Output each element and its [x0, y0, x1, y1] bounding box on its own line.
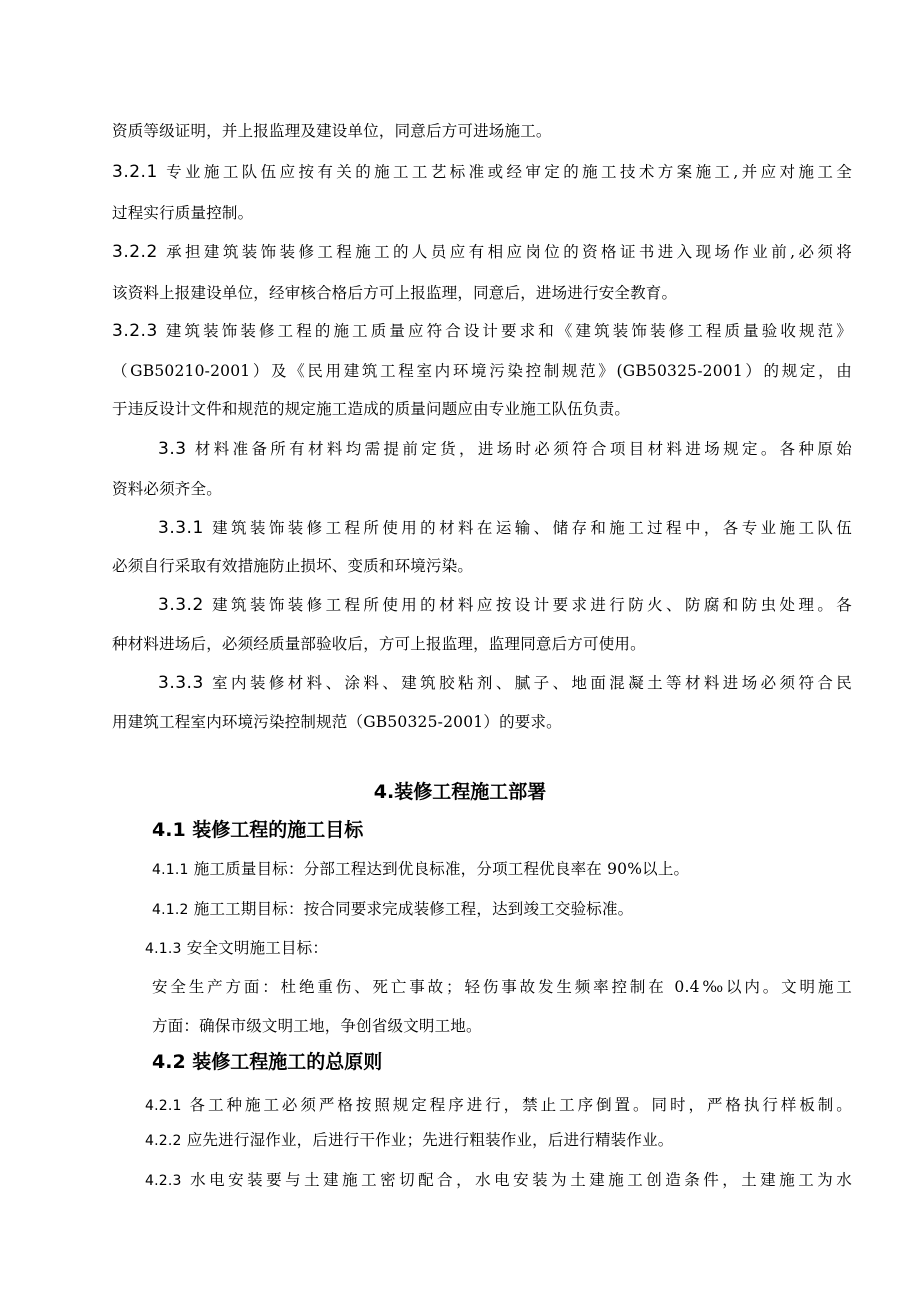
clause-3-2-3-line-3: 于违反设计文件和规范的规定施工造成的质量问题应由专业施工队伍负责。	[112, 400, 631, 418]
clause-3-3-3-line-1: 3.3.3 室内装修材料、涂料、建筑胶粘剂、腻子、地面混凝土等材料进场必须符合民	[158, 673, 852, 693]
clause-number: 3.2.2	[112, 242, 158, 262]
item-number: 4.2.2	[145, 1133, 182, 1149]
clause-3-3-1-line-2: 必须自行采取有效措施防止损坏、变质和环境污染。	[112, 557, 474, 575]
clause-3-3-line-2: 资料必须齐全。	[112, 480, 222, 498]
clause-number: 3.3.1	[158, 518, 204, 538]
item-4-1-3-line-1: 安全生产方面：杜绝重伤、死亡事故；轻伤事故发生频率控制在 0.4‰以内。文明施工	[152, 978, 852, 996]
item-number: 4.1.2	[152, 902, 189, 918]
item-4-2-1: 4.2.1 各工种施工必须严格按照规定程序进行，禁止工序倒置。同时，严格执行样板制。	[145, 1096, 852, 1114]
clause-number: 3.3.3	[158, 673, 204, 693]
item-4-2-3: 4.2.3 水电安装要与土建施工密切配合，水电安装为土建施工创造条件，土建施工为水	[145, 1171, 852, 1189]
clause-number: 3.2.1	[112, 162, 158, 182]
paragraph-line: 资质等级证明，并上报监理及建设单位，同意后方可进场施工。	[112, 122, 552, 140]
clause-3-2-1-line-2: 过程实行质量控制。	[112, 204, 254, 222]
item-4-1-1: 4.1.1 施工质量目标：分部工程达到优良标准，分项工程优良率在 90%以上。	[152, 860, 690, 878]
clause-3-2-1-line-1: 3.2.1 专业施工队伍应按有关的施工工艺标准或经审定的施工技术方案施工,并应对施工全	[112, 162, 852, 182]
chapter-4-heading: 4.装修工程施工部署	[373, 781, 547, 803]
item-number: 4.2.3	[145, 1173, 182, 1189]
item-number: 4.1.1	[152, 862, 189, 878]
clause-number: 3.3	[158, 439, 187, 459]
item-4-1-3-line-2: 方面：确保市级文明工地，争创省级文明工地。	[152, 1017, 482, 1035]
clause-3-3-line-1: 3.3 材料准备所有材料均需提前定货，进场时必须符合项目材料进场规定。各种原始	[158, 439, 852, 459]
item-4-1-2: 4.1.2 施工工期目标：按合同要求完成装修工程，达到竣工交验标准。	[152, 900, 634, 918]
clause-3-2-3-line-2: （GB50210-2001）及《民用建筑工程室内环境污染控制规范》(GB50325-2001）的规定，由	[112, 362, 852, 380]
clause-3-3-2-line-1: 3.3.2 建筑装饰装修工程所使用的材料应按设计要求进行防火、防腐和防虫处理。各	[158, 595, 852, 615]
clause-3-2-3-line-1: 3.2.3 建筑装饰装修工程的施工质量应符合设计要求和《建筑装饰装修工程质量验收规范》	[112, 321, 852, 341]
item-number: 4.2.1	[145, 1098, 182, 1114]
section-4-1-heading: 4.1 装修工程的施工目标	[152, 819, 364, 841]
clause-3-3-2-line-2: 种材料进场后，必须经质量部验收后，方可上报监理，监理同意后方可使用。	[112, 635, 646, 653]
clause-3-3-1-line-1: 3.3.1 建筑装饰装修工程所使用的材料在运输、储存和施工过程中，各专业施工队伍	[158, 518, 852, 538]
clause-3-3-3-line-2: 用建筑工程室内环境污染控制规范（GB50325-2001）的要求。	[112, 713, 562, 731]
clause-3-2-2-line-2: 该资料上报建设单位，经审核合格后方可上报监理，同意后，进场进行安全教育。	[112, 284, 678, 302]
item-number: 4.1.3	[145, 941, 182, 957]
clause-number: 3.2.3	[112, 321, 158, 341]
clause-number: 3.3.2	[158, 595, 204, 615]
clause-3-2-2-line-1: 3.2.2 承担建筑装饰装修工程施工的人员应有相应岗位的资格证书进入现场作业前,必须将	[112, 242, 852, 262]
item-4-2-2: 4.2.2 应先进行湿作业，后进行干作业；先进行粗装作业，后进行精装作业。	[145, 1131, 674, 1149]
section-4-2-heading: 4.2 装修工程施工的总原则	[152, 1051, 383, 1073]
item-4-1-3: 4.1.3 安全文明施工目标：	[145, 939, 329, 957]
